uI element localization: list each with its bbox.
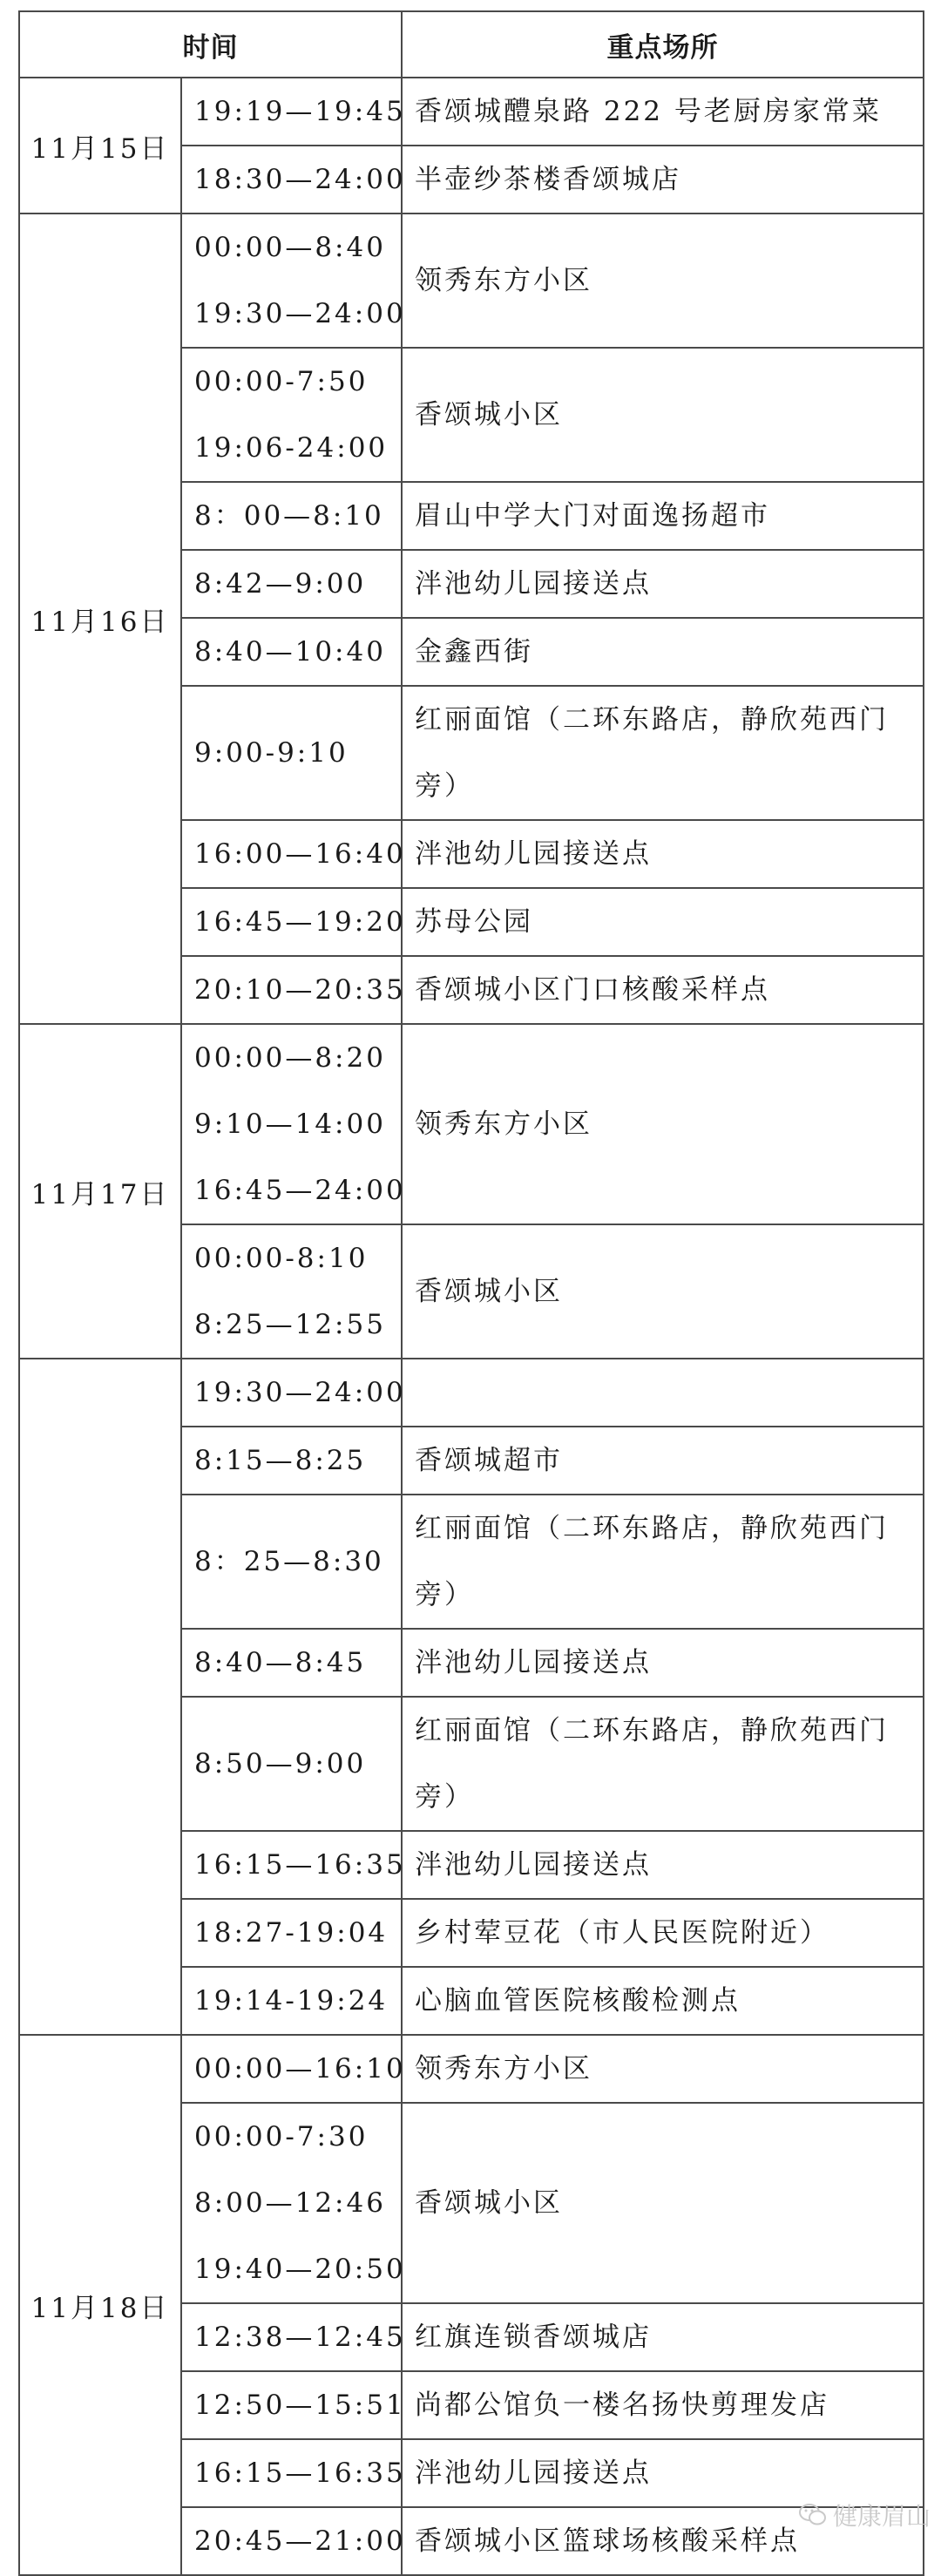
time-range: 00:00-7:30	[194, 2121, 369, 2152]
place-name: 乡村荤豆花（市人民医院附近）	[415, 1917, 829, 1949]
time-cell	[181, 146, 406, 214]
place-cell	[402, 1967, 924, 2035]
time-range: 20:10—20:35	[194, 974, 406, 1006]
time-cell	[181, 1967, 402, 2035]
time-cell	[181, 2303, 406, 2371]
time-range: 16:45—19:20	[194, 906, 406, 938]
place-name: 领秀东方小区	[415, 1108, 592, 1140]
time-range: 00:00-7:50	[194, 366, 369, 397]
place-name: 红丽面馆（二环东路店，静欣苑西门	[415, 1715, 889, 1746]
place-name: 领秀东方小区	[415, 265, 592, 296]
table-row	[19, 1024, 924, 1224]
time-range: 18:30—24:00	[194, 164, 406, 195]
time-range: 12:38—12:45	[194, 2322, 406, 2353]
time-cell	[181, 1629, 402, 1697]
place-cell	[402, 1629, 924, 1697]
time-range: 19:14-19:24	[194, 1985, 389, 2017]
place-cell	[402, 482, 924, 550]
place-cell	[402, 1024, 924, 1224]
place-cell	[402, 214, 924, 348]
place-name: 香颂城小区门口核酸采样点	[415, 974, 770, 1006]
header-row	[19, 11, 924, 78]
time-cell	[181, 1899, 402, 1967]
time-range: 8:50—9:00	[194, 1748, 367, 1779]
time-range: 8：00—8:10	[194, 500, 384, 532]
time-cell	[181, 1024, 406, 1224]
place-cell	[402, 2303, 924, 2371]
place-cell	[402, 1899, 924, 1967]
place-cell	[402, 1224, 924, 1359]
place-cell	[402, 1427, 924, 1495]
place-name	[415, 1359, 923, 1426]
place-cell	[402, 618, 924, 686]
time-range: 16:15—16:35	[194, 2457, 406, 2489]
time-range: 19:30—24:00	[194, 298, 406, 329]
place-cell	[402, 888, 924, 956]
time-range: 00:00—8:40	[194, 232, 386, 263]
place-cell	[402, 1359, 924, 1427]
header-time: 时间	[19, 11, 402, 78]
place-name: 红丽面馆（二环东路店，静欣苑西门	[415, 704, 889, 736]
time-range: 16:15—16:35	[194, 1849, 406, 1881]
time-range: 8:00—12:46	[194, 2187, 386, 2219]
place-name: 尚都公馆负一楼名扬快剪理发店	[415, 2390, 829, 2421]
time-cell	[181, 2439, 406, 2507]
place-name: 眉山中学大门对面逸扬超市	[415, 500, 770, 532]
place-name: 心脑血管医院核酸检测点	[415, 1985, 741, 2017]
time-cell	[181, 78, 406, 146]
place-cell	[402, 78, 924, 146]
time-cell	[181, 348, 402, 482]
place-name: 泮池幼儿园接送点	[415, 838, 652, 870]
time-cell	[181, 686, 402, 820]
time-range: 8：25—8:30	[194, 1546, 384, 1577]
time-cell	[181, 1224, 402, 1359]
place-name: 金鑫西街	[415, 636, 533, 668]
time-cell	[181, 1359, 406, 1427]
place-name: 泮池幼儿园接送点	[415, 1647, 652, 1678]
place-cell	[402, 956, 924, 1024]
time-range: 16:45—24:00	[194, 1175, 406, 1206]
time-cell	[181, 2103, 406, 2303]
place-cell	[402, 686, 924, 820]
time-range: 8:40—8:45	[194, 1647, 367, 1678]
time-cell	[181, 482, 402, 550]
table-row	[19, 78, 924, 146]
watermark-text: 健康眉山	[832, 2502, 931, 2531]
place-name: 香颂城小区篮球场核酸采样点	[415, 2525, 800, 2557]
time-range: 19:19—19:45	[194, 96, 406, 127]
place-cell	[402, 146, 924, 214]
wechat-icon	[798, 2502, 828, 2528]
time-cell	[181, 1495, 402, 1629]
place-cell	[402, 1495, 924, 1629]
time-cell	[181, 618, 402, 686]
place-name: 泮池幼儿园接送点	[415, 568, 652, 600]
place-name: 半壶纱茶楼香颂城店	[415, 164, 681, 195]
place-name: 红丽面馆（二环东路店，静欣苑西门	[415, 1513, 889, 1544]
date-cell: 11月17日	[19, 1024, 181, 1359]
time-cell	[181, 820, 406, 888]
time-cell	[181, 888, 406, 956]
place-name: 泮池幼儿园接送点	[415, 1849, 652, 1881]
time-range: 00:00-8:10	[194, 1243, 369, 1274]
time-range: 20:45—21:00	[194, 2525, 406, 2557]
time-cell	[181, 956, 406, 1024]
place-name: 旁）	[415, 770, 474, 802]
place-cell	[402, 2035, 924, 2103]
time-cell	[181, 214, 406, 348]
place-name: 旁）	[415, 1579, 474, 1610]
time-cell	[181, 2371, 406, 2439]
date-cell: 11月16日	[19, 214, 181, 1024]
date-cell: 11月15日	[19, 78, 181, 214]
time-range: 12:50—15:51	[194, 2390, 406, 2421]
time-range: 00:00—16:10	[194, 2053, 406, 2085]
time-range: 19:06-24:00	[194, 432, 389, 464]
date-cell: 11月18日	[19, 2035, 181, 2575]
place-cell	[402, 348, 924, 482]
header-place: 重点场所	[402, 11, 924, 78]
time-cell	[181, 1831, 406, 1899]
place-cell	[402, 1831, 924, 1899]
time-range: 9:00-9:10	[194, 737, 349, 769]
place-name: 红旗连锁香颂城店	[415, 2322, 652, 2353]
table-row	[19, 2035, 924, 2103]
place-name: 香颂城超市	[415, 1445, 563, 1476]
time-range: 8:42—9:00	[194, 568, 367, 600]
date-cell	[19, 1359, 181, 2035]
time-range: 8:15—8:25	[194, 1445, 367, 1476]
time-cell	[181, 2507, 406, 2575]
place-cell	[402, 820, 924, 888]
place-name: 香颂城小区	[415, 1276, 563, 1307]
time-range: 18:27-19:04	[194, 1917, 389, 1949]
time-cell	[181, 2035, 406, 2103]
schedule-table	[18, 10, 924, 2576]
place-cell	[402, 550, 924, 618]
time-range: 19:40—20:50	[194, 2254, 406, 2285]
place-name: 香颂城小区	[415, 399, 563, 430]
time-range: 16:00—16:40	[194, 838, 406, 870]
time-range: 8:25—12:55	[194, 1309, 386, 1340]
table-row	[19, 1359, 924, 1427]
time-cell	[181, 1427, 402, 1495]
time-range: 00:00—8:20	[194, 1042, 386, 1074]
time-range: 9:10—14:00	[194, 1108, 386, 1140]
time-cell	[181, 1697, 402, 1831]
time-cell	[181, 550, 402, 618]
place-name: 领秀东方小区	[415, 2053, 592, 2085]
place-cell	[402, 2103, 924, 2303]
time-range: 19:30—24:00	[194, 1377, 406, 1408]
place-name: 泮池幼儿园接送点	[415, 2457, 652, 2489]
place-cell	[402, 1697, 924, 1831]
place-name: 苏母公园	[415, 906, 533, 938]
time-range: 8:40—10:40	[194, 636, 386, 668]
place-cell	[402, 2371, 924, 2439]
place-name: 旁）	[415, 1781, 474, 1813]
table-row	[19, 214, 924, 348]
watermark	[798, 2498, 931, 2532]
place-name: 香颂城醴泉路 222 号老厨房家常菜	[415, 96, 882, 127]
place-name: 香颂城小区	[415, 2187, 563, 2219]
